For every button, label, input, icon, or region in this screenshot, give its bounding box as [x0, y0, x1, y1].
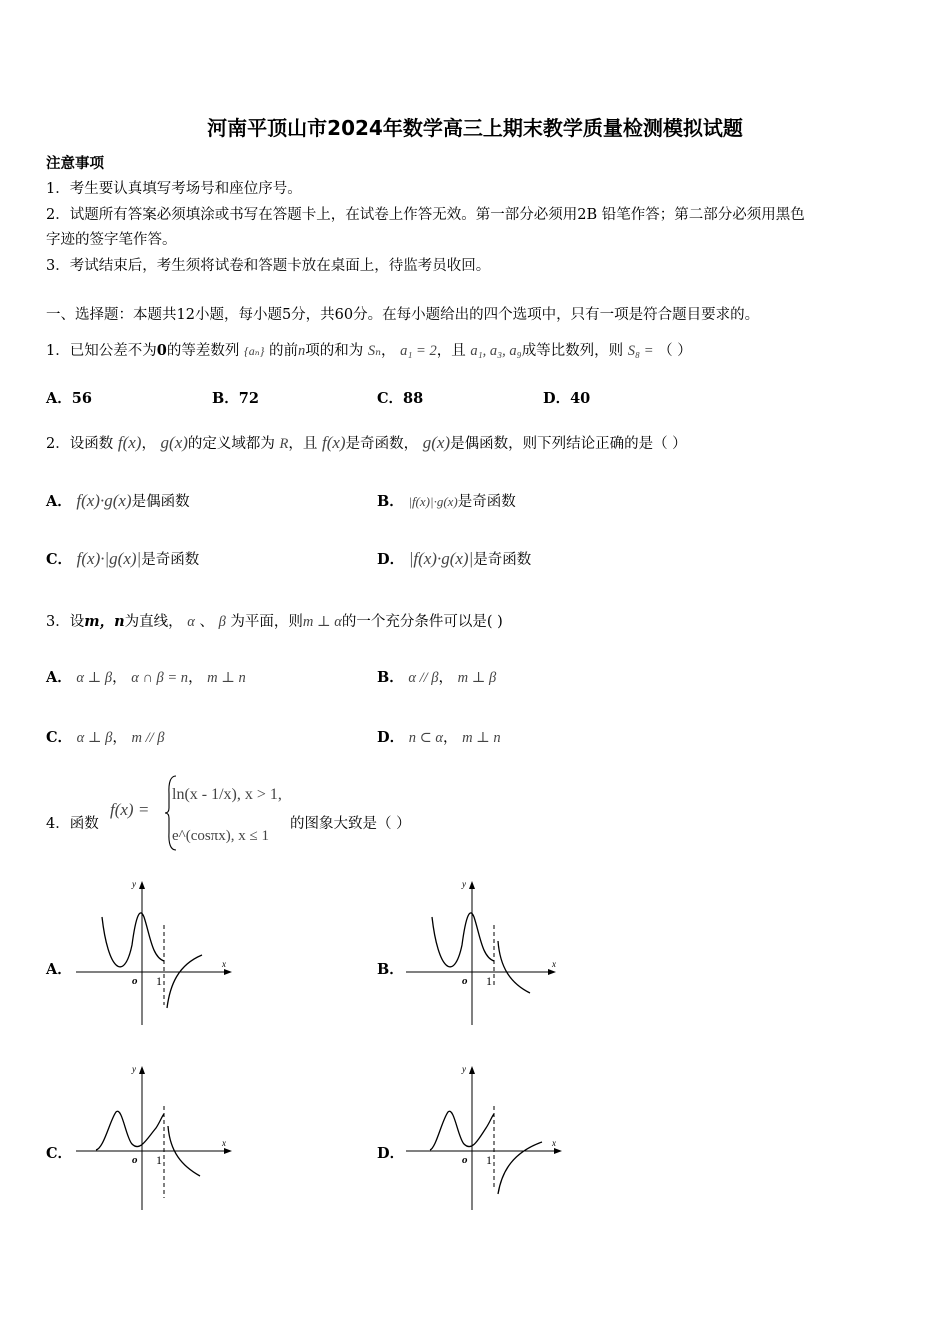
origin-label: o — [462, 1154, 468, 1166]
q1-sequence: {aₙ} — [243, 344, 265, 358]
y-label: y — [132, 1064, 136, 1074]
section-heading: 一、选择题：本题共12小题，每小题5分，共60分。在每小题给出的四个选项中，只有一项是符合题目要求的。 — [46, 307, 760, 323]
notice-item-2: 2．试题所有答案必须填涂或书写在答题卡上，在试卷上作答无效。第一部分必须用2B 铅笔作答；第二部分必须用黑色 — [46, 207, 805, 223]
q1-option-c[interactable]: C．88 — [377, 390, 424, 407]
q4-option-b-label[interactable]: B． — [377, 961, 404, 978]
q2-R: R — [279, 436, 289, 452]
x-axis-arrow-icon — [224, 969, 232, 975]
question-1 — [46, 339, 692, 360]
origin-label: o — [462, 975, 468, 987]
curve-right — [498, 941, 530, 993]
curve-left — [96, 1111, 164, 1150]
x-label: x — [552, 959, 556, 969]
q1-text: 项的和为 — [305, 343, 364, 359]
q4-fx: f(x) = — [110, 800, 150, 819]
question-2 — [46, 432, 687, 453]
x-label: x — [222, 1138, 226, 1148]
question-3 — [46, 610, 503, 631]
q2-option-b[interactable]: B． |f(x)|·g(x)是奇函数 — [377, 493, 516, 510]
q3-text: 为直线， — [124, 614, 183, 630]
q1-option-d[interactable]: D．40 — [543, 390, 591, 407]
q2-f: f(x) — [117, 433, 142, 452]
q4-option-c-label[interactable]: C． — [46, 1145, 73, 1162]
exam-title: 河南平顶山市2024年数学高三上期末教学质量检测模拟试题 — [207, 116, 743, 140]
notice-item-2-cont: 字迹的签字笔作答。 — [46, 232, 177, 248]
q1-n: n — [298, 343, 306, 359]
q4-graph-a[interactable] — [70, 875, 240, 1035]
q2-f: f(x) — [322, 433, 346, 452]
q1-text: 的等差数列 — [166, 343, 240, 359]
q2-sep: ， — [141, 436, 156, 452]
q4-prompt: 的图象大致是（ ） — [290, 816, 411, 832]
q3-condition: m ⊥ α — [302, 614, 342, 630]
q2-g: g(x) — [422, 433, 451, 452]
x-label: x — [552, 1138, 556, 1148]
y-label: y — [132, 879, 136, 889]
q3-option-a[interactable]: A． α ⊥ β， α ∩ β = n， m ⊥ n — [46, 669, 246, 686]
q2-option-a[interactable]: A． f(x)·g(x)是偶函数 — [46, 491, 190, 510]
q4-case-1: ln(x - 1/x), x > 1, — [172, 786, 282, 803]
q2-g: g(x) — [160, 433, 188, 452]
notice-heading: 注意事项 — [46, 155, 104, 172]
one-label: 1 — [486, 974, 492, 988]
q2-text: 是奇函数， — [345, 436, 419, 452]
q4-graph-b[interactable] — [400, 875, 570, 1035]
q1-text: 1．已知公差不为 — [46, 343, 157, 359]
curve-left — [432, 913, 494, 967]
q1-blank: （ ） — [658, 343, 692, 359]
origin-label: o — [132, 1154, 138, 1166]
curve-right — [167, 955, 202, 1008]
q1-terms: a₁, a₃, a₉ — [470, 343, 522, 359]
q2-option-d[interactable]: D． |f(x)·g(x)|是奇函数 — [377, 549, 532, 568]
notice-item-3: 3．考试结束后，考生须将试卷和答题卡放在桌面上，待监考员收回。 — [46, 258, 491, 274]
q4-graph-c[interactable] — [70, 1060, 240, 1220]
one-label: 1 — [156, 1153, 162, 1167]
y-axis-arrow-icon — [139, 881, 145, 889]
q3-text: 为平面，则 — [230, 614, 303, 630]
q1-comma: ， — [381, 343, 396, 359]
curve-left — [430, 1111, 494, 1150]
y-label: y — [462, 879, 466, 889]
q1-option-b[interactable]: B．72 — [212, 390, 259, 407]
q4-label: 4．函数 — [46, 816, 99, 832]
one-label: 1 — [486, 1153, 492, 1167]
q1-sn: Sₙ — [367, 343, 382, 359]
q4-option-d-label[interactable]: D． — [377, 1145, 405, 1162]
y-axis-arrow-icon — [469, 881, 475, 889]
x-axis-arrow-icon — [224, 1148, 232, 1154]
q3-option-b[interactable]: B． α // β， m ⊥ β — [377, 669, 497, 686]
notice-item-1: 1．考生要认真填写考场号和座位序号。 — [46, 181, 302, 197]
q3-beta: β — [218, 614, 226, 630]
y-axis-arrow-icon — [469, 1066, 475, 1074]
x-axis-arrow-icon — [554, 1148, 562, 1154]
q3-text: 3．设 — [46, 614, 85, 630]
q2-text: 是偶函数，则下列结论正确的是（ ） — [450, 436, 687, 452]
q4-case-2: e^(cosπx), x ≤ 1 — [172, 828, 269, 844]
q3-alpha: α — [187, 614, 195, 630]
one-label: 1 — [156, 974, 162, 988]
q1-option-a[interactable]: A．56 — [46, 390, 92, 407]
q1-zero: 0 — [156, 342, 167, 359]
q3-sep: 、 — [199, 614, 214, 630]
y-axis-arrow-icon — [139, 1066, 145, 1074]
q1-text: 的前 — [269, 343, 299, 359]
q1-text: ，且 — [436, 343, 466, 359]
curve-right — [498, 1142, 542, 1194]
q1-a1: a₁ = 2 — [400, 343, 437, 359]
q3-text: 的一个充分条件可以是( ) — [341, 614, 503, 630]
q2-option-c[interactable]: C． f(x)·|g(x)|是奇函数 — [46, 549, 200, 568]
x-axis-arrow-icon — [548, 969, 556, 975]
y-label: y — [462, 1064, 466, 1074]
q3-mn: m，n — [84, 613, 125, 630]
x-label: x — [222, 959, 226, 969]
origin-label: o — [132, 975, 138, 987]
q3-option-c[interactable]: C． α ⊥ β， m // β — [46, 729, 165, 746]
q4-option-a-label[interactable]: A． — [46, 961, 72, 978]
curve-left — [102, 913, 164, 967]
q4-graph-d[interactable] — [400, 1060, 570, 1220]
q2-text: ，且 — [288, 436, 318, 452]
q2-text: 2．设函数 — [46, 436, 114, 452]
q2-text: 的定义域都为 — [187, 436, 275, 452]
q1-text: 成等比数列，则 — [521, 343, 624, 359]
q1-s8: S₈ = — [627, 343, 654, 359]
q3-option-d[interactable]: D． n ⊂ α， m ⊥ n — [377, 729, 501, 746]
